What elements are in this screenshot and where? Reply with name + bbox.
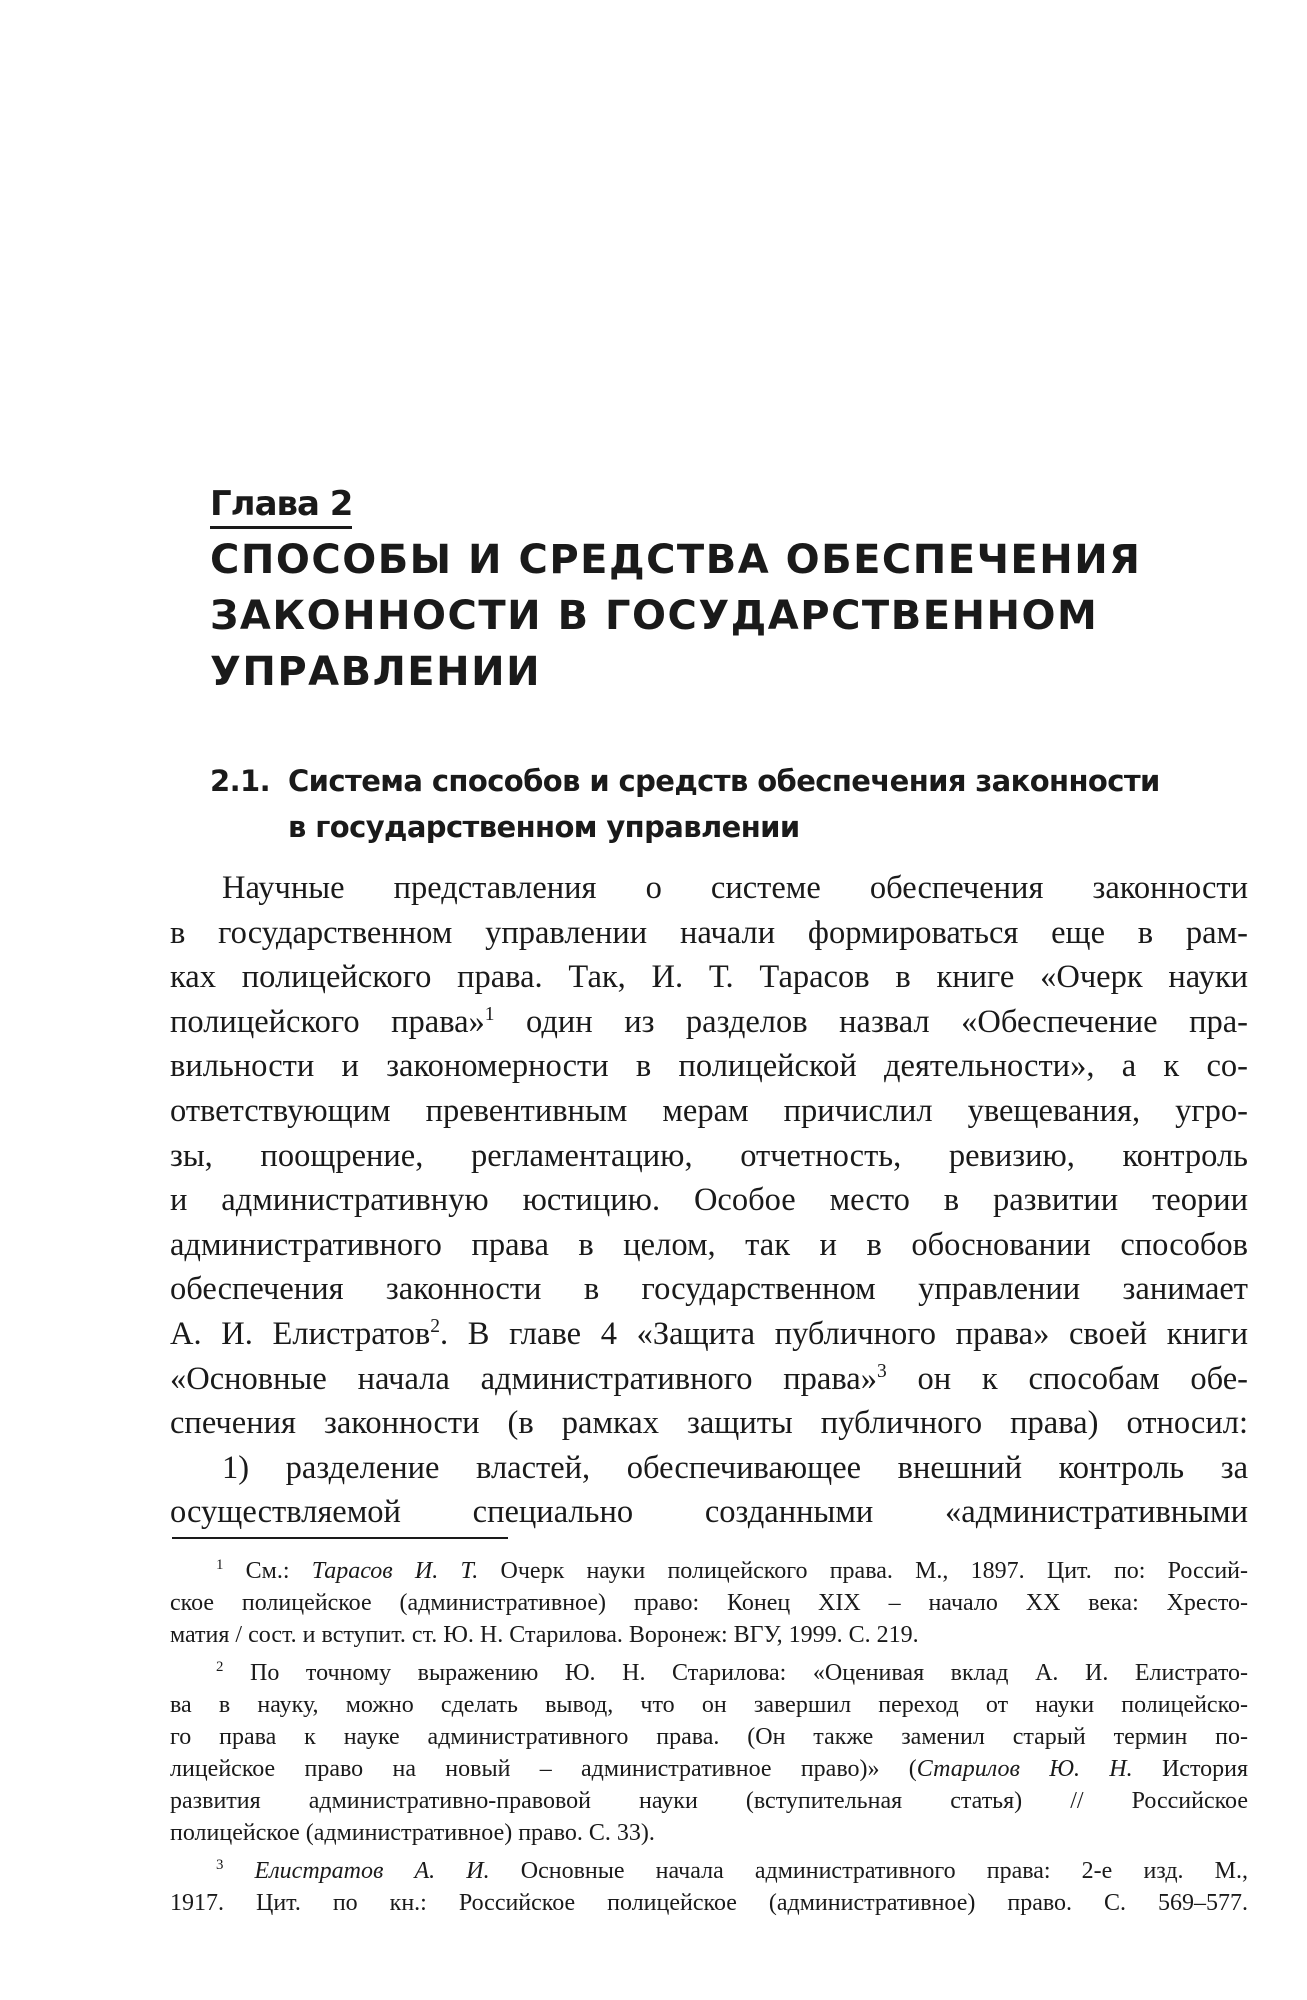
footnote-3: $^3$ Елистратов А. И. Основные начала административного права: 2-е изд. М., 1917. Цит. по кн.: Российское полицейское (административное) право. С. 569–577. bbox=[170, 1857, 1248, 1916]
body-line: Научные представления о системе обеспечения законности bbox=[222, 870, 1248, 906]
body-line: «Основные начала административного права»$^3$ он к способам обе- bbox=[170, 1360, 1248, 1397]
footnote-mark: 2 bbox=[216, 1659, 224, 1675]
footnote-author: Старилов Ю. Н. bbox=[916, 1756, 1133, 1782]
body-line: в государственном управлении начали формироваться еще в рам- bbox=[170, 914, 1248, 951]
body-line: А. И. Елистратов$^2$. В главе 4 «Защита публичного права» своей книги bbox=[170, 1315, 1248, 1352]
footnote-2: $^2$ По точному выражению Ю. Н. Старилова: «Оценивая вклад А. И. Елистрато- ва в науку, можно сделать вывод, что он завершил переход от науки полицейско- го права к науке административного права. (Он также заменил старый термин по- лицейское право на новый – административное право)» (Старилов Ю. Н. История развития административно-правовой науки (вступительная статья) // Российское полицейское (административное) право. С. 33). bbox=[170, 1659, 1248, 1846]
chapter-title-line-3: УПРАВЛЕНИИ bbox=[210, 649, 542, 695]
footnotes bbox=[170, 1555, 1248, 1925]
footnote-ref-2[interactable]: 2 bbox=[430, 1316, 440, 1338]
section-heading bbox=[210, 758, 1170, 850]
chapter-title-line-1: СПОСОБЫ И СРЕДСТВА ОБЕСПЕЧЕНИЯ bbox=[210, 537, 1142, 583]
body-line: 1) разделение властей, обеспечивающее внешний контроль за bbox=[222, 1449, 1248, 1486]
chapter-title bbox=[210, 532, 1210, 700]
body-line: спечения законности (в рамках защиты публичного права) относил: bbox=[170, 1405, 1248, 1442]
section-title-line-2: в государственном управлении bbox=[288, 810, 800, 844]
footnote-author: Тарасов И. Т. bbox=[311, 1558, 479, 1584]
footnote-1: $^1$ См.: Тарасов И. Т. Очерк науки полицейского права. М., 1897. Цит. по: Россий- ское полицейское (административное) право: Конец XIX – начало XX века: Хресто- матия / сост. и вступит. ст. Ю. Н. Старилова. Воронеж: ВГУ, 1999. С. 219. bbox=[170, 1557, 1249, 1648]
body-line: зы, поощрение, регламентацию, отчетность, ревизию, контроль bbox=[170, 1137, 1248, 1174]
footnote-ref-1[interactable]: 1 bbox=[484, 1003, 495, 1025]
chapter-title-line-2: ЗАКОННОСТИ В ГОСУДАРСТВЕННОМ bbox=[210, 593, 1099, 639]
section-number: 2.1. bbox=[210, 764, 270, 798]
footnote-divider bbox=[172, 1537, 508, 1539]
body-line: административного права в целом, так и в обосновании способов bbox=[170, 1226, 1248, 1263]
body-line: ках полицейского права. Так, И. Т. Тарасов в книге «Очерк науки bbox=[170, 959, 1248, 996]
footnote-mark: 1 bbox=[216, 1557, 224, 1573]
section-title-line-1: Система способов и средств обеспечения законности bbox=[288, 764, 1160, 798]
body-line: обеспечения законности в государственном управлении занимает bbox=[170, 1271, 1248, 1308]
body-line: полицейского права»$^1$ один из разделов назвал «Обеспечение пра- bbox=[170, 1003, 1249, 1040]
chapter-label: Глава 2 bbox=[210, 482, 352, 529]
body-line: ответствующим превентивным мерам причислил увещевания, угро- bbox=[170, 1092, 1248, 1129]
body-paragraph bbox=[170, 866, 1248, 1535]
body-line: осуществляемой специально созданными «административными bbox=[170, 1494, 1248, 1531]
footnote-ref-3[interactable]: 3 bbox=[876, 1360, 887, 1382]
body-line: и административную юстицию. Особое место в развитии теории bbox=[170, 1182, 1248, 1219]
footnote-mark: 3 bbox=[216, 1857, 224, 1873]
footnote-author: Елистратов А. И. bbox=[254, 1858, 490, 1884]
body-line: вильности и закономерности в полицейской деятельности», а к со- bbox=[170, 1048, 1248, 1085]
